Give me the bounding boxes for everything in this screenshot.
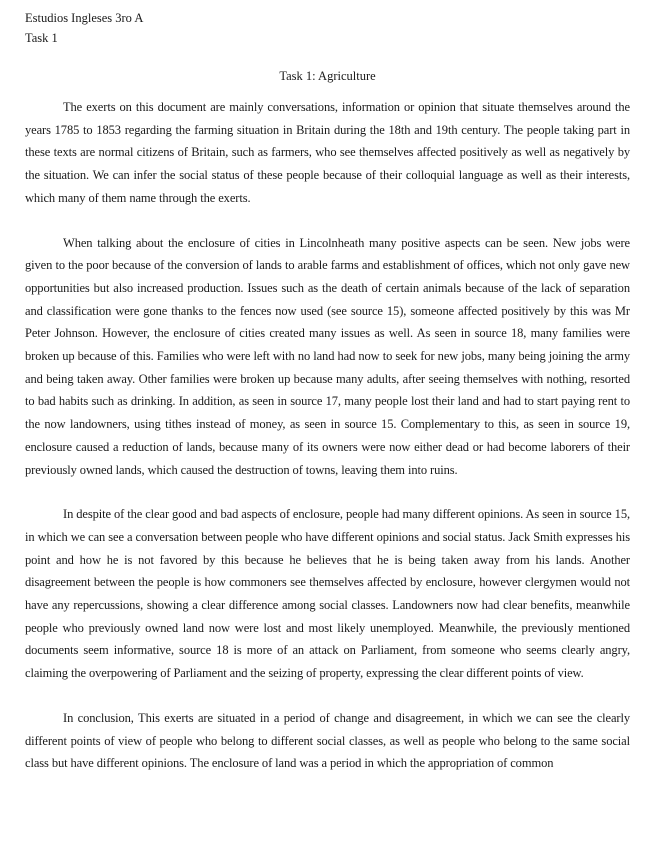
paragraph-enclosure-aspects: When talking about the enclosure of cities in Lincolnheath many positive aspects can be seen. New jobs were given to the poor because of the conversion of lands to arable farms and establishment of offices, which not only gave new opportunities but also increased production. Issues such as the death of certain animals because of the lack of separation and classification were gone thanks to the fences now used (see source 15), someone affected positively by this was Mr Peter Johnson. However, the enclosure of cities created many issues as well. As seen in source 18, many families were broken up because of this. Families who were left with no land had now to seek for new jobs, many being joining the army and being taken away. Other families were broken up because many adults, after seeing themselves with nothing, resorted to bad habits such as drinking. In addition, as seen in source 17, many people lost their land and had to start paying rent to the now landowners, using tithes instead of money, as seen in source 15. Complementary to this, as seen in source 19, enclosure caused a reduction of lands, because many of its owners were now either dead or had become laborers of their previously owned lands, which caused the destruction of towns, leaving them into ruins.: [25, 235, 630, 477]
paragraph-opinions: In despite of the clear good and bad aspects of enclosure, people had many different opinions. As seen in source 15, in which we can see a conversation between people who have different opinions and social status. Jack Smith expresses his point and how he is not favored by this because he believes that he is being taken away from his lands. Another disagreement between the people is how commoners see themselves affected by enclosure, however clergymen would not have any repercussions, showing a clear difference among social classes. Landowners now had clear benefits, meanwhile people who previously owned land now were lost and most likely unemployed. Meanwhile, the previously mentioned documents seem informative, source 18 is more of an attack on Parliament, from someone who seems clearly angry, claiming the overpowering of Parliament and the seizing of property, expressing the clear different points of view.: [25, 507, 630, 681]
document-title: Task 1: Agriculture: [279, 69, 376, 83]
task-label: Task 1: [25, 31, 58, 45]
course-name: Estudios Ingleses 3ro A: [25, 11, 144, 25]
paragraph-conclusion: In conclusion, This exerts are situated in a period of change and disagreement, in which we can see the clearly different points of view of people who belong to different social classes, as well as people who belong to the same social class but have different opinions. The enclosure of land was a period in which the appropriation of common: [25, 710, 630, 771]
paragraph-introduction: The exerts on this document are mainly conversations, information or opinion that situate themselves around the years 1785 to 1853 regarding the farming situation in Britain during the 18th and 19th century. The people taking part in these texts are normal citizens of Britain, such as farmers, who see themselves affected positively as well as negatively by the situation. We can infer the social status of these people because of their colloquial language as well as their interests, which many of them name through the exerts.: [25, 100, 630, 205]
